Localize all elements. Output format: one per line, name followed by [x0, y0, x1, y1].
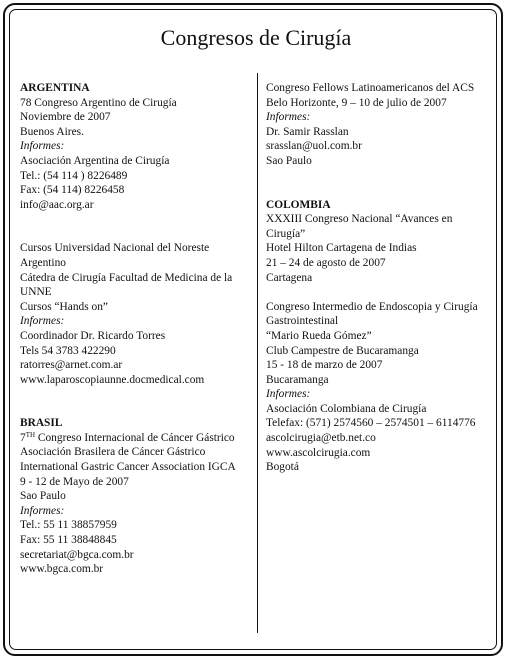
congress-venue: Club Campestre de Bucaramanga [266, 344, 419, 357]
informes-label: Informes: [20, 315, 65, 328]
congress-date: Noviembre de 2007 [20, 111, 111, 124]
course-faculty-cont: UNNE [20, 286, 52, 299]
country-heading-argentina: ARGENTINA [20, 82, 90, 94]
congress-date: 15 - 18 de marzo de 2007 [266, 359, 383, 372]
telephone: Tel.: (54 114 ) 8226489 [20, 169, 128, 182]
congress-name: Congreso Fellows Latinoamericanos del ACS [266, 82, 475, 94]
course-name-cont: Argentino [20, 256, 66, 269]
course-type: Cursos “Hands on” [20, 300, 108, 313]
telephone: Tel.: 55 11 38857959 [20, 519, 117, 532]
congress-city: Sao Paulo [20, 490, 66, 503]
congress-name: 7TH Congreso Internacional de Cáncer Gástrico [20, 430, 235, 444]
congress-name: 78 Congreso Argentino de Cirugía [20, 96, 177, 109]
telefax: Telefax: (571) 2574560 – 2574501 – 6114776 [266, 417, 476, 430]
congress-city: Buenos Aires. [20, 125, 84, 138]
congress-venue: Hotel Hilton Cartagena de Indias [266, 242, 417, 255]
organizer-international: International Gastric Cancer Association IGCA [20, 461, 236, 474]
right-column [266, 81, 494, 475]
page-title: Congresos de Cirugía [160, 25, 352, 50]
column-divider [257, 73, 258, 633]
informes-label: Informes: [266, 111, 311, 124]
congress-date: Belo Horizonte, 9 – 10 de julio de 2007 [266, 96, 447, 109]
organizer-city: Bogotá [266, 461, 299, 474]
congress-city: Bucaramanga [266, 373, 329, 386]
email-link[interactable]: secretariat@bgca.com.br [20, 548, 134, 561]
contact-person: Dr. Samir Rasslan [266, 125, 349, 138]
congress-date: 9 - 12 de Mayo de 2007 [20, 475, 129, 488]
section-brasil-acs [266, 81, 494, 169]
congress-city: Cartagena [266, 271, 313, 284]
congress-date: 21 – 24 de agosto de 2007 [266, 256, 386, 269]
telephone: Tels 54 3783 422290 [20, 344, 116, 357]
email-link[interactable]: info@aac.org.ar [20, 198, 94, 211]
congress-name: Congreso Intermedio de Endoscopia y Cirugía [266, 300, 478, 313]
country-heading-brasil: BRASIL [20, 417, 63, 430]
informes-label: Informes: [20, 504, 65, 517]
email-link[interactable]: ascolcirugia@etb.net.co [266, 432, 376, 445]
informes-label: Informes: [266, 388, 311, 401]
congress-name: XXXIII Congreso Nacional “Avances en [266, 213, 453, 226]
course-faculty: Cátedra de Cirugía Facultad de Medicina de la [20, 271, 233, 284]
fax: Fax: 55 11 38848845 [20, 534, 117, 547]
congress-name-cont: Gastrointestinal [266, 315, 339, 328]
email-link[interactable]: ratorres@arnet.com.ar [20, 359, 123, 372]
website-link[interactable]: www.laparoscopiaunne.docmedical.com [20, 373, 205, 386]
section-argentina [20, 81, 248, 387]
section-brasil [20, 416, 248, 577]
course-name: Cursos Universidad Nacional del Noreste [20, 242, 210, 255]
congress-city: Sao Paulo [266, 154, 312, 167]
left-column [20, 81, 248, 577]
email-link[interactable]: srasslan@uol.com.br [266, 140, 362, 153]
organizer: Asociación Argentina de Cirugía [20, 154, 170, 167]
organizer: Asociación Colombiana de Cirugía [266, 402, 427, 415]
informes-label: Informes: [20, 140, 65, 153]
congress-name-cont: Cirugía” [266, 227, 306, 240]
fax: Fax: (54 114) 8226458 [20, 184, 125, 197]
website-link[interactable]: www.bgca.com.br [20, 563, 104, 576]
country-heading-colombia: COLOMBIA [266, 198, 331, 211]
section-colombia [266, 198, 494, 475]
website-link[interactable]: www.ascolcirugia.com [266, 446, 371, 459]
organizer: Asociación Brasilera de Cáncer Gástrico [20, 446, 206, 459]
contact-person: Coordinador Dr. Ricardo Torres [20, 329, 166, 342]
congress-honoree: “Mario Rueda Gómez” [266, 329, 372, 342]
